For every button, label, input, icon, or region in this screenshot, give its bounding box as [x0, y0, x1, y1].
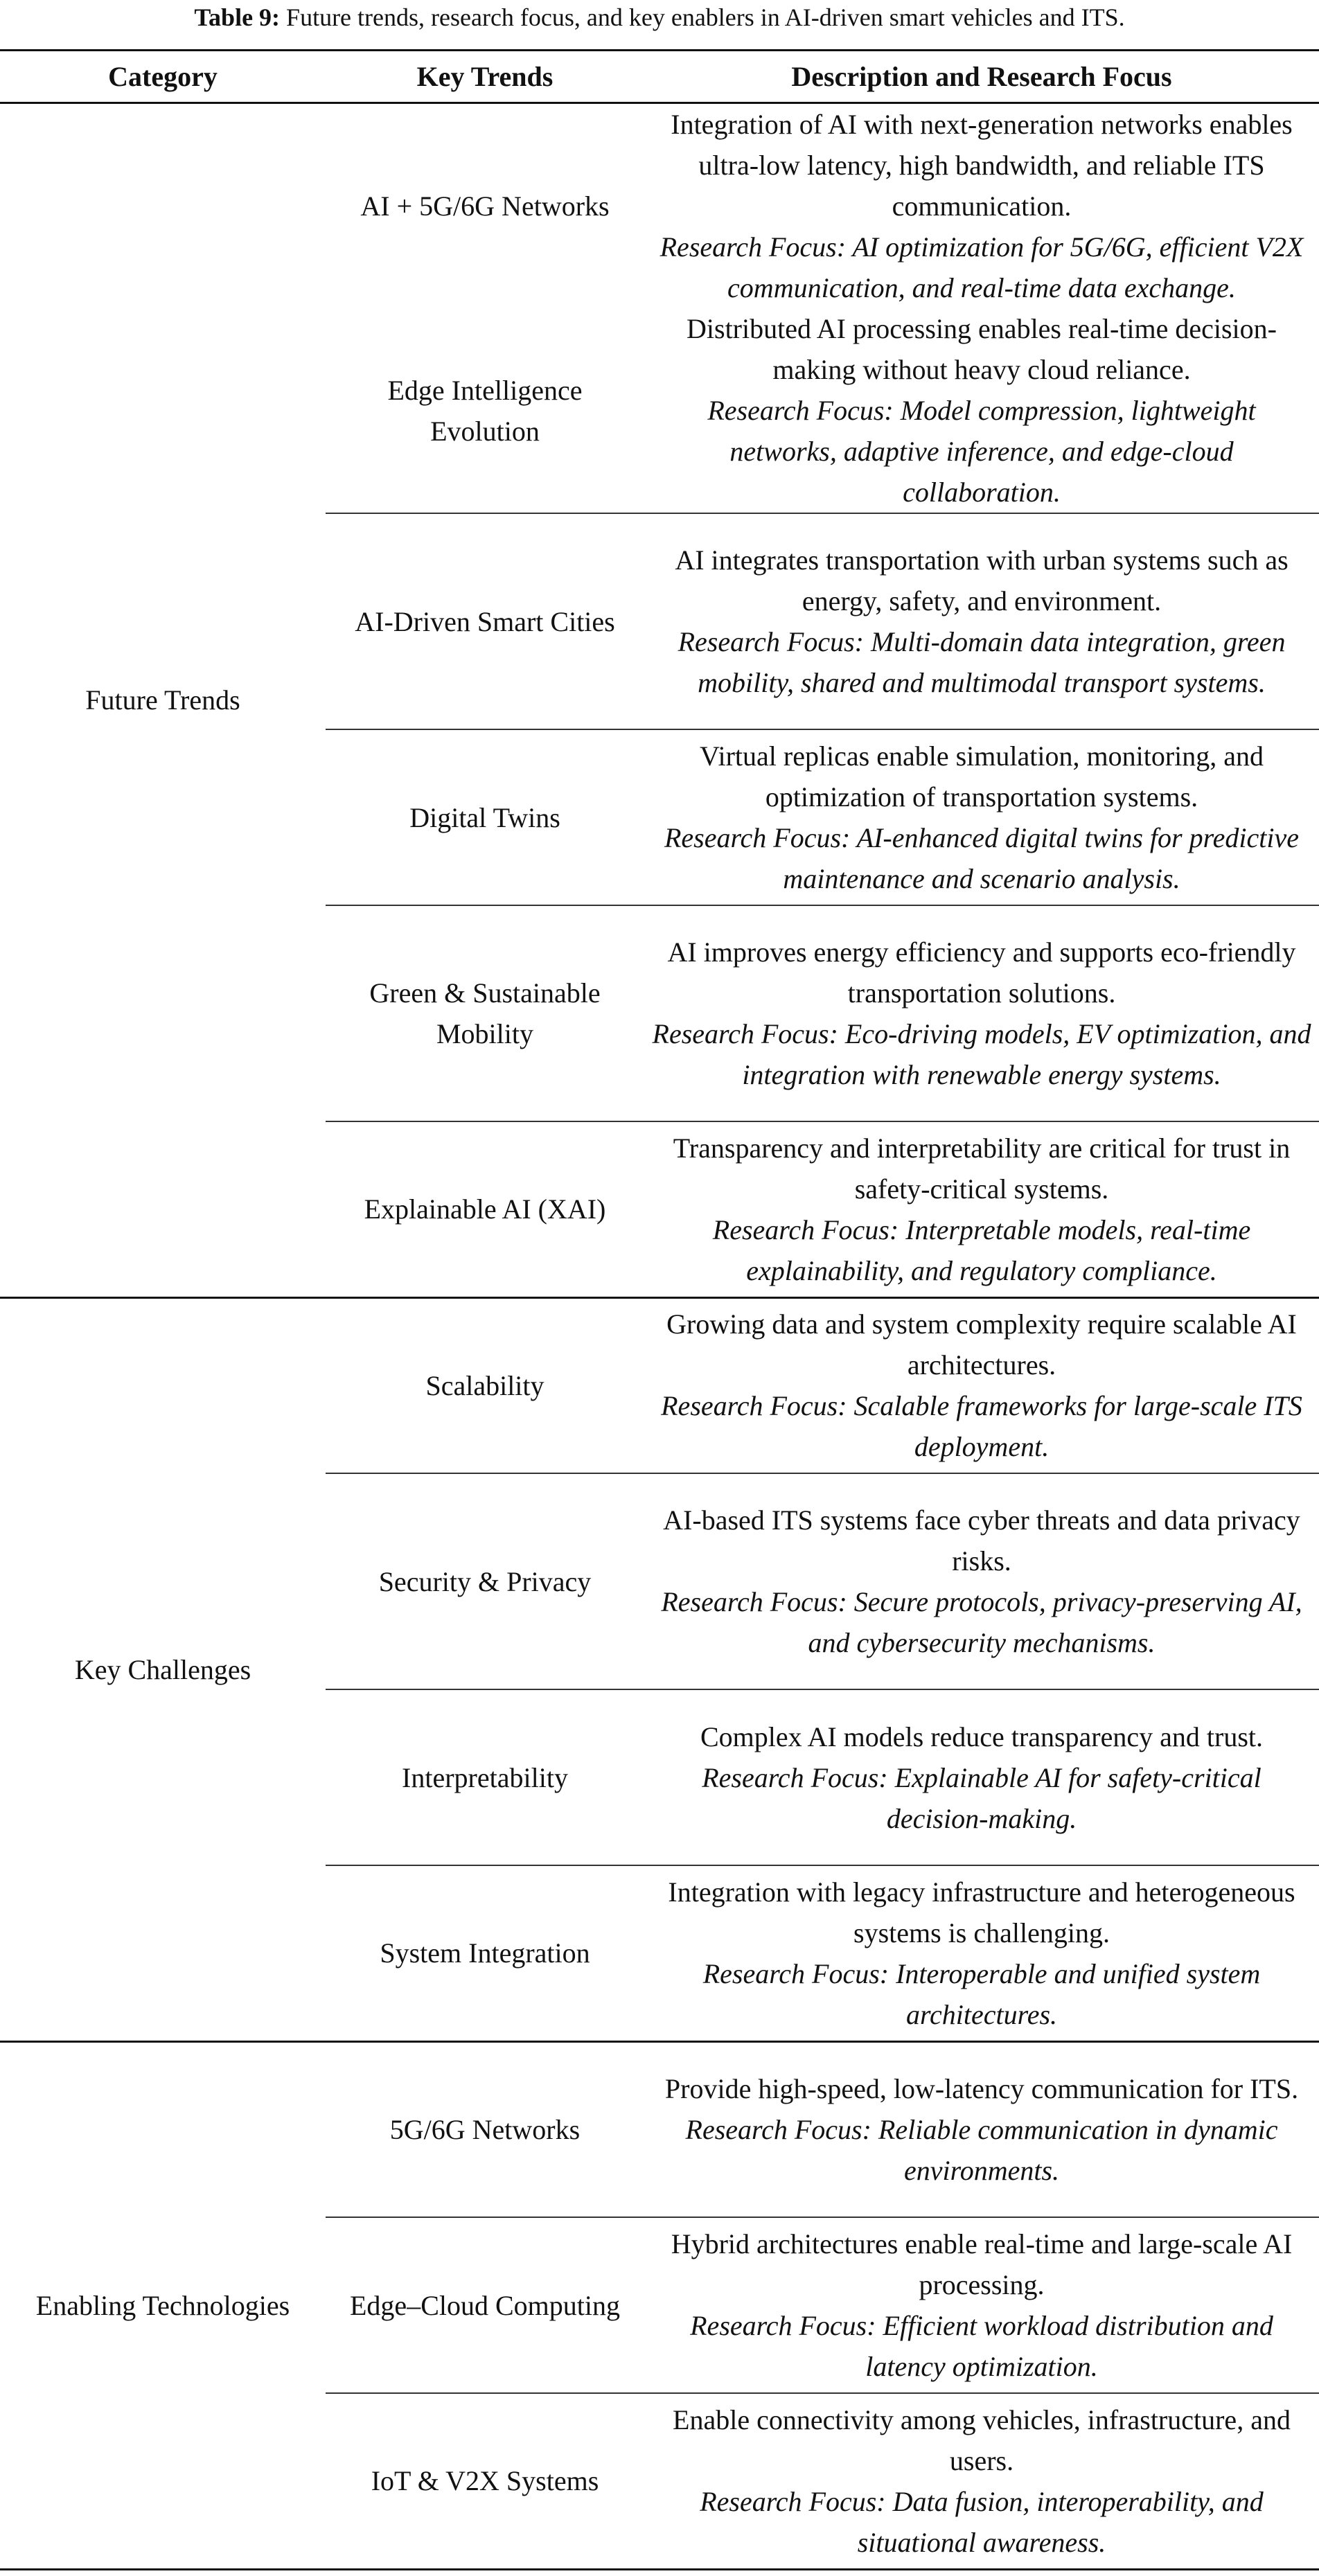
description-cell	[644, 1297, 1319, 1473]
trend-cell: Green & Sustainable Mobility	[326, 905, 644, 1121]
header-key-trends: Key Trends	[416, 61, 554, 92]
trend-cell: Security & Privacy	[326, 1473, 644, 1689]
group-key-challenges	[0, 1297, 1319, 2041]
research-focus-text: Research Focus: Scalable frameworks for large-scale ITS deployment.	[661, 1390, 1302, 1463]
table-caption-label: Table 9:	[194, 3, 281, 31]
description-text: Transparency and interpretability are critical for trust in safety-critical systems.	[673, 1132, 1291, 1205]
description-text: AI-based ITS systems face cyber threats and data privacy risks.	[663, 1504, 1300, 1576]
description-text: Complex AI models reduce transparency and trust.	[700, 1721, 1263, 1752]
description-text: Enable connectivity among vehicles, infrastructure, and users.	[673, 2404, 1291, 2476]
table-header	[0, 51, 1319, 103]
description-cell	[644, 1473, 1319, 1689]
description-cell	[644, 308, 1319, 513]
table-row	[0, 2041, 1319, 2217]
trends-table	[0, 49, 1319, 2570]
trend-cell: System Integration	[326, 1865, 644, 2041]
description-text: Provide high-speed, low-latency communication for ITS.	[664, 2072, 1299, 2104]
trend-cell: Edge Intelligence Evolution	[387, 374, 583, 447]
description-text: Integration of AI with next-generation networks enables ultra-low latency, high bandwidth, and reliable ITS communication.	[671, 109, 1293, 222]
description-text: Growing data and system complexity require scalable AI architectures.	[666, 1308, 1297, 1381]
description-cell	[644, 1121, 1319, 1297]
table-caption	[0, 0, 1319, 43]
research-focus-text: Research Focus: Explainable AI for safety-critical decision-making.	[702, 1761, 1262, 1834]
research-focus-text: Research Focus: AI optimization for 5G/6G, efficient V2X communication, and real-time data exchange.	[660, 231, 1304, 303]
category-cell: Key Challenges	[74, 1653, 251, 1685]
description-text: Hybrid architectures enable real-time and large-scale AI processing.	[671, 2228, 1293, 2300]
research-focus-text: Research Focus: Efficient workload distribution and latency optimization.	[690, 2310, 1273, 2382]
research-focus-text: Research Focus: Model compression, lightweight networks, adaptive inference, and edge-cloud collaboration.	[707, 395, 1256, 508]
description-cell	[644, 729, 1319, 905]
trend-cell: AI-Driven Smart Cities	[326, 513, 644, 729]
description-text: Distributed AI processing enables real-time decision-making without heavy cloud reliance.	[687, 313, 1277, 385]
description-cell	[644, 1689, 1319, 1865]
table-row	[0, 1297, 1319, 1473]
category-cell: Enabling Technologies	[35, 2289, 290, 2321]
description-text: AI integrates transportation with urban systems such as energy, safety, and environment.	[675, 544, 1289, 616]
research-focus-text: Research Focus: Interoperable and unified system architectures.	[702, 1957, 1261, 2030]
description-text: Virtual replicas enable simulation, monitoring, and optimization of transportation systems.	[699, 740, 1264, 812]
table-row	[0, 103, 1319, 309]
trend-cell: AI + 5G/6G Networks	[360, 190, 610, 222]
description-cell	[644, 103, 1319, 309]
research-focus-text: Research Focus: Interpretable models, real-time explainability, and regulatory compliance.	[712, 1214, 1251, 1286]
description-cell	[644, 1865, 1319, 2041]
description-cell	[644, 2217, 1319, 2393]
trend-cell: Edge–Cloud Computing	[326, 2217, 644, 2393]
group-enabling-technologies	[0, 2041, 1319, 2569]
trend-cell: Explainable AI (XAI)	[326, 1121, 644, 1297]
trend-cell: Interpretability	[326, 1689, 644, 1865]
category-cell: Future Trends	[85, 684, 240, 716]
description-cell	[644, 513, 1319, 729]
description-text: Integration with legacy infrastructure and heterogeneous systems is challenging.	[668, 1876, 1295, 1948]
trend-cell: Scalability	[425, 1369, 545, 1401]
research-focus-text: Research Focus: Secure protocols, privacy-preserving AI, and cybersecurity mechanisms.	[661, 1586, 1302, 1658]
trend-cell: IoT & V2X Systems	[326, 2393, 644, 2569]
research-focus-text: Research Focus: Eco-driving models, EV optimization, and integration with renewable energy systems.	[652, 1018, 1311, 1090]
description-text: AI improves energy efficiency and supports eco-friendly transportation solutions.	[667, 936, 1296, 1009]
research-focus-text: Research Focus: Reliable communication in dynamic environments.	[685, 2113, 1278, 2186]
research-focus-text: Research Focus: Data fusion, interoperability, and situational awareness.	[700, 2485, 1264, 2558]
description-cell	[644, 2393, 1319, 2569]
group-future-trends	[0, 103, 1319, 1298]
trend-cell: Digital Twins	[326, 729, 644, 905]
research-focus-text: Research Focus: AI-enhanced digital twins for predictive maintenance and scenario analysis.	[664, 822, 1300, 894]
table-caption-text: Future trends, research focus, and key enablers in AI-driven smart vehicles and ITS.	[286, 3, 1125, 31]
description-cell	[644, 905, 1319, 1121]
trend-cell: 5G/6G Networks	[389, 2113, 581, 2145]
header-row	[0, 51, 1319, 103]
header-description: Description and Research Focus	[791, 61, 1172, 92]
research-focus-text: Research Focus: Multi-domain data integration, green mobility, shared and multimodal transport systems.	[678, 626, 1286, 698]
description-cell	[644, 2041, 1319, 2217]
header-category: Category	[108, 61, 218, 92]
